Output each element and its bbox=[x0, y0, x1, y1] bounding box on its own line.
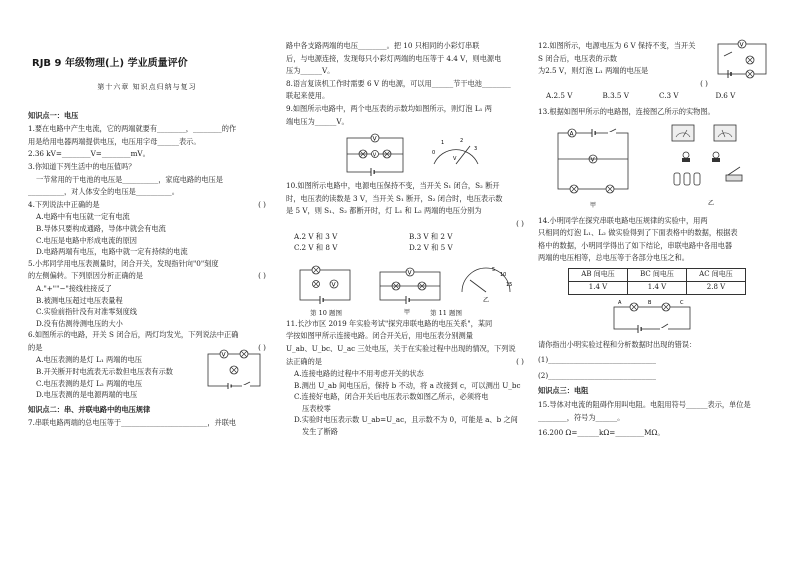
dial-symbol: V bbox=[453, 156, 457, 163]
table-header-bc: BC 间电压 bbox=[628, 268, 687, 281]
q10-line3: 是 5 V，则 S₁、S₂ 都断开时，灯 L₁ 和 L₂ 两端的电压分别为 bbox=[286, 206, 482, 216]
q7-line2: 路中各支路两端的电压________。把 10 只相同的小彩灯串联 bbox=[286, 41, 480, 50]
q10-option-c: C.2 V 和 8 V bbox=[294, 243, 338, 253]
q6-figure-row bbox=[28, 351, 266, 400]
q14-line1: 14.小明同学在探究串联电路电压规律的实验中，用两 bbox=[538, 215, 708, 225]
q8-line1: 8.语言复读机工作时需要 6 V 的电源，可以用______节干电池________ bbox=[286, 78, 511, 88]
dial-tick-3: 3 bbox=[474, 146, 478, 153]
q11-option-a: A.连接电路的过程中不用考虑开关的状态 bbox=[294, 369, 424, 379]
q7-line4: 压为______V。 bbox=[286, 66, 335, 76]
q5-line2 bbox=[28, 270, 266, 282]
svg-text:V: V bbox=[372, 152, 377, 159]
svg-text:V: V bbox=[221, 351, 226, 359]
column-3 bbox=[538, 40, 772, 440]
dial-tick-15: 15 bbox=[506, 281, 513, 288]
dial-tick-10: 10 bbox=[500, 271, 507, 278]
q7-line1: 7.串联电路两端的总电压等于________________________，并联电 bbox=[28, 418, 237, 428]
q11-label-yi: 乙 bbox=[483, 296, 490, 304]
q3-line2: __________，对人体安全的电压是__________。 bbox=[28, 187, 179, 197]
svg-text:V: V bbox=[590, 156, 595, 164]
q11-label-jia: 甲 bbox=[404, 308, 411, 316]
q10-option-b: B.3 V 和 2 V bbox=[409, 231, 453, 241]
q13-circuit-diagram-jia bbox=[548, 123, 638, 209]
q12-option-a: A.2.5 V bbox=[546, 91, 573, 101]
q11-option-c-line2: 压表校零 bbox=[302, 403, 331, 413]
section-heading-voltage: 知识点一：电压 bbox=[28, 110, 79, 120]
q16: 16.200 Ω=______kΩ=________MΩ。 bbox=[538, 428, 665, 438]
q10-line2: 时，电压表的读数是 3 V，当开关 S₁ 断开，S₂ 闭合时，电压表示数 bbox=[286, 193, 503, 203]
q11-line4 bbox=[286, 356, 524, 368]
q14-answer-1: (1)______________________________ bbox=[538, 355, 656, 365]
dial-tick-2: 2 bbox=[460, 138, 464, 145]
q11-figure-caption: 第 11 题图 bbox=[430, 308, 462, 317]
q11-voltmeter-dial-yi bbox=[456, 262, 516, 308]
svg-text:A: A bbox=[618, 299, 622, 306]
q12-line1: 12.如图所示，电源电压为 6 V 保持不变，当开关 bbox=[538, 41, 696, 50]
table-cell-ab: 1.4 V bbox=[569, 281, 628, 294]
q10-options bbox=[286, 231, 524, 254]
column-2 bbox=[286, 40, 524, 438]
table-header-ab: AB 间电压 bbox=[569, 268, 628, 281]
q11-option-d-line1: D.实验时电压表示数 U_ab=U_ac，且示数不为 0，可能是 a、b 之间 bbox=[294, 415, 518, 425]
q14-line3: 格中的数据，小明同学得出了如下结论，串联电路中各用电器 bbox=[538, 240, 733, 250]
q10-option-d: D.2 V 和 5 V bbox=[409, 243, 453, 253]
q14-answer-2: (2)______________________________ bbox=[538, 370, 656, 380]
q13-figures bbox=[538, 119, 772, 215]
q4-answer-paren: ( ) bbox=[258, 199, 266, 209]
svg-text:V: V bbox=[372, 135, 377, 143]
q6-answer-paren: ( ) bbox=[258, 342, 266, 352]
table-header-ac: AC 间电压 bbox=[687, 268, 746, 281]
q6-option-a: A.电压表测的是灯 L₁ 两端的电压 bbox=[36, 355, 142, 365]
q12-line2: S 闭合后，电压表的示数 bbox=[538, 53, 618, 63]
q8-line2: 联起来使用。 bbox=[286, 91, 330, 101]
q15-line1: 15.导体对电流的阻碍作用叫电阻。电阻用符号______表示，单位是 bbox=[538, 399, 751, 409]
q11-answer-paren: ( ) bbox=[516, 356, 524, 366]
q4-option-b: B.导体只要构成通路，导体中就会有电流 bbox=[36, 223, 166, 233]
q4-option-a: A.电路中有电压就一定有电流 bbox=[36, 212, 130, 222]
svg-text:C: C bbox=[680, 299, 684, 306]
svg-text:V: V bbox=[331, 281, 336, 289]
q5-answer-paren: ( ) bbox=[258, 271, 266, 281]
svg-text:A: A bbox=[569, 130, 574, 138]
q11-line1: 11.长沙市区 2019 年实验考试"探究串联电路的电压关系"，某同 bbox=[286, 318, 493, 328]
q11-stem: 法正确的是 bbox=[286, 356, 322, 366]
q5-option-a: A."+""−"接线柱接反了 bbox=[36, 283, 112, 293]
q5-option-d: D.没有估测待测电压的大小 bbox=[36, 318, 123, 328]
q13: 13.根据如图甲所示的电路图，连接图乙所示的实物图。 bbox=[538, 106, 715, 116]
q10-option-a: A.2 V 和 3 V bbox=[294, 231, 338, 241]
q3: 3.你知道下列生活中的电压值吗？ bbox=[28, 161, 136, 171]
q7-line3: 后，与电源连接，发现每只小彩灯两端的电压等于 4.4 V，则电源电 bbox=[286, 53, 502, 63]
q11-line3: U_ab、U_bc、U_ac 三处电压，关于在实验过程中出现的情况，下列说 bbox=[286, 343, 516, 353]
q12-answer-paren: ( ) bbox=[700, 78, 708, 88]
q6-stem: 的是 bbox=[28, 342, 43, 352]
dial-tick-0: 0 bbox=[432, 150, 436, 157]
q6-line1: 6.如图所示的电路，开关 S 闭合后，两灯均发光，下列说法中正确 bbox=[28, 330, 239, 340]
q9-line2: 端电压为______V。 bbox=[286, 116, 349, 126]
q1-line1: 1.要在电路中产生电流，它的两端就要有________，________的作 bbox=[28, 124, 237, 134]
q12-circuit-diagram bbox=[714, 38, 772, 78]
q9-voltmeter-dial bbox=[426, 132, 486, 172]
q10-q11-figures bbox=[286, 258, 524, 318]
table-row bbox=[569, 268, 746, 281]
q9-circuit-diagram bbox=[341, 128, 411, 178]
q6-option-d: D.电压表测的是电源两端的电压 bbox=[36, 390, 138, 400]
table-cell-bc: 1.4 V bbox=[628, 281, 687, 294]
q12-block bbox=[538, 40, 772, 77]
q5-stem: 的左侧偏转。下列原因分析正确的是 bbox=[28, 271, 144, 281]
q5-line1: 5.小邦同学用电压表测量时，闭合开关，发现指针向"0"刻度 bbox=[28, 258, 219, 268]
q11-line2: 学按如图甲所示连接电路。闭合开关后，用电压表分别测量 bbox=[286, 331, 473, 341]
q10-figure-caption: 第 10 题图 bbox=[310, 308, 342, 317]
q4-stem: 4.下列说法中正确的是 bbox=[28, 199, 100, 209]
q15-line2: ________，符号为______。 bbox=[538, 412, 625, 422]
q14-data-table bbox=[568, 268, 746, 295]
q14-line2: 只相同的灯泡 L₁、L₂ 做实验得到了下面表格中的数据，根据表 bbox=[538, 228, 738, 238]
q5-option-c: C.实验前指针没有对准零刻度线 bbox=[36, 307, 137, 317]
q12-option-b: B.3.5 V bbox=[602, 91, 629, 101]
svg-text:V: V bbox=[739, 41, 744, 49]
q10-circuit-diagram bbox=[296, 260, 356, 306]
q1-line2: 用是给用电器两端提供电压，电压用字母______表示。 bbox=[28, 136, 201, 146]
q5-option-b: B.被测电压超过电压表量程 bbox=[36, 295, 123, 305]
q6-option-c: C.电压表测的是灯 L₂ 两端的电压 bbox=[36, 378, 143, 388]
dial-tick-1: 1 bbox=[441, 140, 445, 147]
chapter-subtitle: 第十六章 知识点归纳与复习 bbox=[97, 83, 197, 91]
q14-circuit-diagram bbox=[608, 299, 698, 335]
table-cell-ac: 2.8 V bbox=[687, 281, 746, 294]
q14-prompt: 请你指出小明实验过程和分析数据时出现的错误： bbox=[538, 339, 697, 349]
q2: 2.36 kV=________V=________mV。 bbox=[28, 149, 150, 159]
q9-line1: 9.如图所示电路中，两个电压表的示数均如图所示，则灯泡 L₁ 两 bbox=[286, 103, 492, 113]
column-1 bbox=[28, 0, 266, 430]
q9-figure bbox=[286, 128, 524, 180]
q10-answer-paren: ( ) bbox=[516, 218, 524, 228]
q4-option-d: D.电路两端有电压，电路中就一定有持续的电流 bbox=[36, 247, 188, 257]
q11-option-b: B.测出 U_ab 间电压后，保持 b 不动，将 a 改接到 c，可以测出 U_bc bbox=[294, 380, 521, 390]
table-row bbox=[569, 281, 746, 294]
q4 bbox=[28, 199, 266, 211]
q10-line1: 10.如图所示电路中，电源电压保持不变，当开关 S₁ 闭合，S₂ 断开 bbox=[286, 181, 500, 191]
q12-line3: 为2.5 V，则灯泡 L₁ 两端的电压是 bbox=[538, 66, 649, 76]
section-heading-series-parallel: 知识点二：串、并联电路中的电压规律 bbox=[28, 404, 151, 414]
q13-label-jia: 甲 bbox=[590, 201, 597, 209]
q13-apparatus-yi bbox=[656, 121, 766, 211]
q6-circuit-diagram bbox=[204, 350, 264, 390]
q12-options bbox=[538, 90, 772, 102]
q11-circuit-diagram-jia bbox=[376, 260, 446, 316]
q12-option-d: D.6 V bbox=[715, 91, 736, 101]
q12-option-c: C.3 V bbox=[659, 91, 679, 101]
q4-option-c: C.电压是电路中形成电流的原因 bbox=[36, 235, 137, 245]
q6-option-b: B.开关断开时电流表无示数但电压表有示数 bbox=[36, 367, 173, 377]
q3-line1: 一节常用的干电池的电压是__________，家庭电路的电压是 bbox=[36, 174, 223, 184]
q11-option-c-line1: C.连接好电路，闭合开关后电压表示数如图乙所示，必须将电 bbox=[294, 392, 489, 402]
svg-text:V: V bbox=[407, 269, 412, 277]
dial-tick-5: 5 bbox=[492, 266, 496, 273]
page-title: RJB 9 年级物理(上) 学业质量评价 bbox=[32, 58, 188, 69]
svg-text:B: B bbox=[648, 299, 652, 306]
q11-option-d-line2: 发生了断路 bbox=[302, 427, 338, 437]
q13-label-yi: 乙 bbox=[708, 199, 715, 207]
q14-line4: 两端的电压相等，总电压等于各部分电压之和。 bbox=[538, 253, 689, 263]
section-heading-resistance: 知识点三：电阻 bbox=[538, 386, 589, 396]
